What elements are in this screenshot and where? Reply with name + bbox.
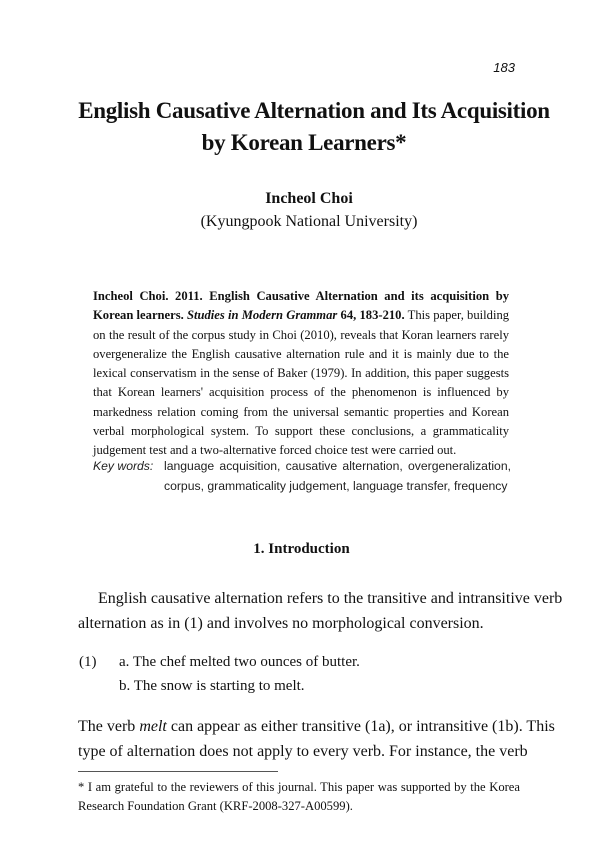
- example-a: a. The chef melted two ounces of butter.: [119, 654, 360, 670]
- abstract-citation: Incheol Choi. 2011. English Causative Alternation and its acquisition by Korean learners.: [93, 289, 509, 323]
- paragraph-2-text-pre: The verb: [78, 718, 140, 735]
- page-number: 183: [493, 60, 515, 75]
- paragraph-1-line-1: English causative alternation refers to the transitive and intransitive verb: [98, 590, 563, 607]
- keywords-label: Key words:: [93, 459, 154, 473]
- abstract-volume-pages: 64, 183-210.: [340, 308, 405, 323]
- abstract-journal: Studies in Modern Grammar: [187, 308, 338, 323]
- abstract: [93, 287, 509, 461]
- author-name: Incheol Choi: [265, 190, 353, 207]
- section-heading: 1. Introduction: [253, 541, 350, 557]
- paper-title-line-2: by Korean Learners*: [201, 130, 407, 155]
- abstract-text: This paper, building on the result of the corpus study in Choi (2010), reveals that Koran learners rarely overgeneralize the English causative alternation rule and it is mainly due to the lexical conservatism in the sense of Baker (1979). In addition, this paper suggests that Korean learners' acquisition process of the phenomenon is influenced by markedness relation coming from the universal semantic properties and Korean verbal morphological system. To support these conclusions, a grammaticality judgement test and a two-alternative forced choice test were carried out.: [93, 308, 510, 458]
- author-affiliation: (Kyungpook National University): [200, 213, 418, 230]
- paragraph-2-italic-term: melt: [139, 718, 167, 735]
- footnote-divider: [78, 771, 278, 772]
- paragraph-2-text-post: can appear as either transitive (1a), or intransitive (1b). This: [166, 718, 555, 735]
- paragraph-2-line-1: [78, 718, 555, 736]
- keywords-line-1: language acquisition, causative alternation, overgeneralization,: [164, 459, 511, 473]
- example-b: b. The snow is starting to melt.: [119, 678, 305, 694]
- paragraph-2-line-2: type of alternation does not apply to every verb. For instance, the verb: [78, 743, 528, 760]
- footnote: * I am grateful to the reviewers of this journal. This paper was supported by the Korea Research Foundation Grant (KRF-2008-327-A00599).: [78, 780, 520, 813]
- paragraph-1-line-2: alternation as in (1) and involves no morphological conversion.: [78, 615, 484, 632]
- keywords-line-2: corpus, grammaticality judgement, language transfer, frequency: [164, 478, 508, 493]
- example-number: (1): [79, 654, 97, 670]
- paper-title-line-1: English Causative Alternation and Its Acquisition: [78, 98, 550, 123]
